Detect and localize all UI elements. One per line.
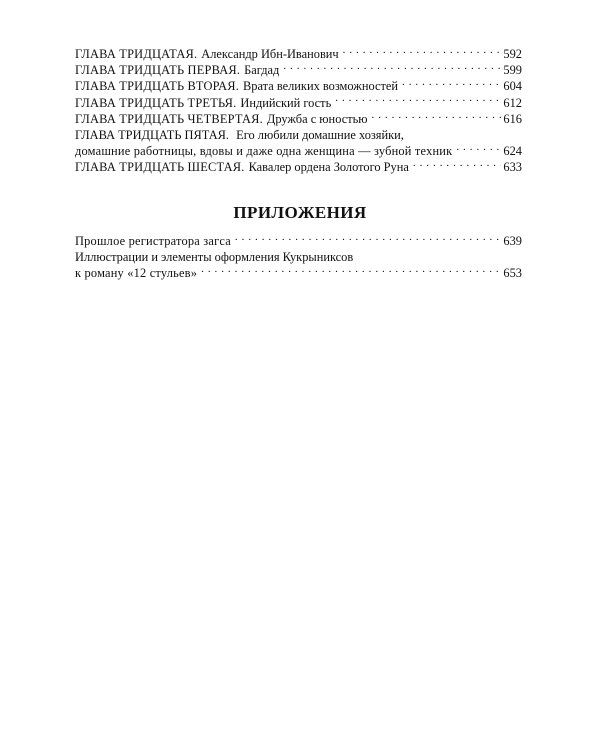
chapter-title: Индийский гость [240, 95, 332, 110]
dot-leader [402, 78, 501, 90]
appendix-list [75, 233, 522, 282]
chapter-title: Александр Ибн-Иванович [201, 47, 339, 61]
chapter-title: Врата великих возможностей [243, 79, 399, 94]
toc-entry [75, 46, 522, 62]
page-number: 604 [503, 79, 522, 94]
chapter-title: Его любили домашние хозяйки, [236, 128, 404, 143]
chapter-title-continued: домашние работницы, вдовы и даже одна женщина — зубной техник [75, 144, 453, 159]
toc-entry [75, 127, 522, 159]
chapter-title: Багдад [244, 63, 280, 78]
page-number: 624 [503, 144, 522, 159]
dot-leader [235, 233, 501, 245]
chapter-number: ГЛАВА ТРИДЦАТЬ ПЕРВАЯ. [75, 63, 241, 78]
chapter-number: ГЛАВА ТРИДЦАТЬ ПЯТАЯ. [75, 128, 230, 143]
dot-leader [413, 159, 502, 171]
page-number: 633 [503, 160, 522, 175]
page-number: 612 [503, 95, 522, 110]
page-number: 599 [503, 63, 522, 78]
dot-leader [335, 95, 501, 107]
chapter-title: Дружба с юностью [266, 111, 368, 126]
page-number: 639 [503, 234, 522, 248]
page-number: 592 [503, 47, 522, 61]
dot-leader [372, 111, 502, 123]
dot-leader [343, 46, 502, 58]
toc-entry [75, 95, 522, 111]
chapter-number: ГЛАВА ТРИДЦАТЬ ТРЕТЬЯ. [75, 95, 237, 110]
dot-leader [201, 265, 501, 277]
toc-entry [75, 62, 522, 78]
dot-leader [456, 143, 501, 155]
section-heading: ПРИЛОЖЕНИЯ [233, 203, 367, 222]
appendix-title: Иллюстрации и элементы оформления Кукрыниксов [75, 250, 354, 265]
chapter-title: Кавалер ордена Золотого Руна [248, 160, 409, 175]
toc-entry [75, 111, 522, 127]
toc-entry [75, 249, 522, 281]
toc-entry [75, 233, 522, 249]
page-number: 653 [503, 266, 522, 281]
page-number: 616 [503, 111, 522, 126]
chapter-number: ГЛАВА ТРИДЦАТЬ ШЕСТАЯ. [75, 160, 245, 175]
appendix-title: Прошлое регистратора загса [75, 234, 231, 248]
chapter-number: ГЛАВА ТРИДЦАТЬ ВТОРАЯ. [75, 79, 240, 94]
toc-entry [75, 78, 522, 94]
chapter-number: ГЛАВА ТРИДЦАТАЯ. [75, 47, 198, 61]
dot-leader [283, 62, 501, 74]
appendix-title-continued: к роману «12 стульев» [75, 266, 198, 281]
chapter-list [75, 46, 522, 176]
toc-entry [75, 159, 522, 175]
chapter-number: ГЛАВА ТРИДЦАТЬ ЧЕТВЕРТАЯ. [75, 111, 263, 126]
